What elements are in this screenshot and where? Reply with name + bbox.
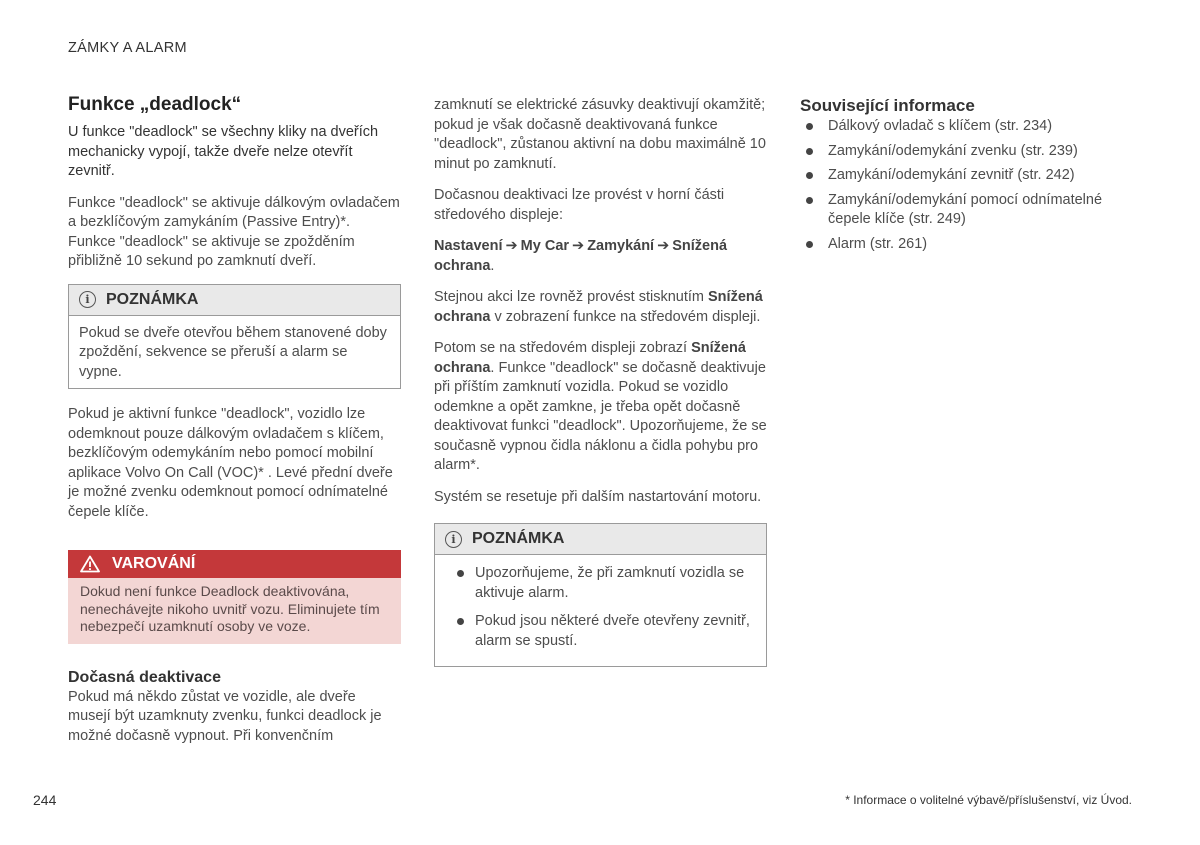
related-link[interactable]: Zamykání/odemykání zevnitř (str. 242) <box>800 166 1140 186</box>
related-link[interactable]: Zamykání/odemykání zvenku (str. 239) <box>800 142 1140 162</box>
related-link[interactable]: Alarm (str. 261) <box>800 235 1140 255</box>
warning-triangle-icon <box>80 555 100 573</box>
paragraph-display-intro: Dočasnou deaktivaci lze provést v horní části středového displeje: <box>434 187 725 223</box>
paragraph-continued: zamknutí se elektrické zásuvky deaktivují okamžitě; pokud je však dočasně deaktivovaná funkce "deadlock", zůstanou aktivní na dobu maximálně 10 minut po zamknutí. <box>434 97 766 172</box>
warning-label: VAROVÁNÍ <box>112 555 196 572</box>
text-fragment: Potom se na středovém displeji zobrazí <box>434 340 692 356</box>
paragraph-unlock: Pokud je aktivní funkce "deadlock", vozidlo lze odemknout pouze dálkovým ovladačem s klíčem, bezklíčovým odemykáním nebo pomocí mobilní aplikace Volvo On Call (VOC)* . Levé přední dveře je možné zvenku odemknout pomocí odnímatelné čepele klíče. <box>68 406 393 520</box>
info-icon: i <box>79 291 96 308</box>
text-fragment: . Funkce "deadlock" se dočasně deaktivuje při příštím zamknutí vozidla. Pokud se vozidlo odemkne a opět zamkne, je třeba opět dočasně deaktivovat funkci "deadlock". Upozorňujeme, že se současně vypnou čidla náklonu a čidla pohybu pro alarm*. <box>434 359 767 473</box>
note-text: Pokud se dveře otevřou během stanovené doby zpoždění, sekvence se přeruší a alarm se vypne. <box>79 324 387 380</box>
arrow-right-icon: ➔ <box>572 238 585 254</box>
menu-path-reduced-protection: Snížená ochrana <box>434 238 728 274</box>
related-link[interactable]: Dálkový ovladač s klíčem (str. 234) <box>800 117 1140 137</box>
note-label: POZNÁMKA <box>106 290 199 308</box>
menu-path-settings: Nastavení <box>434 238 503 254</box>
paragraph-alt-action <box>434 288 767 327</box>
column-middle <box>434 96 767 683</box>
list-item: Upozorňujeme, že při zamknutí vozidla se aktivuje alarm. <box>445 564 756 603</box>
note-body <box>435 555 766 666</box>
related-info-title: Související informace <box>800 96 975 115</box>
text-emphasis: Snížená ochrana <box>434 289 763 325</box>
paragraph-activation: Funkce "deadlock" se aktivuje dálkovým ovladačem a bezklíčovým zamykáním (Passive Entry)*. Funkce "deadlock" se aktivuje se zpožděním přibližně 10 sekund po zamknutí dveří. <box>68 194 400 269</box>
section-header: ZÁMKY A ALARM <box>68 40 187 56</box>
warning-box <box>68 550 401 644</box>
menu-path-locking: Zamykání <box>587 238 655 254</box>
lead-paragraph: U funkce "deadlock" se všechny kliky na dveřích mechanicky vypojí, takže dveře nelze otevřít zevnitř. <box>68 124 379 179</box>
note-body <box>69 316 400 389</box>
paragraph-reset: Systém se resetuje při dalším nastartování motoru. <box>434 488 762 505</box>
paragraph-display-shows <box>434 339 767 476</box>
note-bullet-list <box>445 564 756 651</box>
note-box <box>434 523 767 667</box>
warning-header <box>68 550 401 578</box>
menu-path <box>434 237 767 276</box>
note-box <box>68 284 401 390</box>
related-link[interactable]: Zamykání/odemykání pomocí odnímatelné čepele klíče (str. 249) <box>800 191 1140 230</box>
paragraph-temp-deactivation: Pokud má někdo zůstat ve vozidle, ale dveře musejí být uzamknuty zvenku, funkci deadlock je možné dočasně vypnout. Při konvenčním <box>68 688 382 744</box>
warning-text: Dokud není funkce Deadlock deaktivována, nenechávejte nikoho uvnitř vozu. Eliminujete tím nebezpečí uzamknutí osoby ve voze. <box>80 583 380 634</box>
footnote: * Informace o volitelné výbavě/příslušenství, viz Úvod. <box>845 793 1132 807</box>
column-right <box>800 96 1140 259</box>
arrow-right-icon: ➔ <box>657 238 670 254</box>
menu-path-end: . <box>490 257 495 274</box>
column-left <box>68 94 401 758</box>
note-header <box>435 524 766 555</box>
subheading-temp-deactivation: Dočasná deaktivace <box>68 668 221 686</box>
page-number: 244 <box>33 792 57 808</box>
info-icon: i <box>445 531 462 548</box>
text-fragment: Stejnou akci lze rovněž provést stisknutím <box>434 289 709 305</box>
list-item: Pokud jsou některé dveře otevřeny zevnitř, alarm se spustí. <box>445 612 756 651</box>
note-header <box>69 285 400 316</box>
text-emphasis: Snížená ochrana <box>434 340 746 376</box>
arrow-right-icon: ➔ <box>505 238 518 254</box>
text-fragment: v zobrazení funkce na středovém displeji. <box>490 308 761 325</box>
menu-path-mycar: My Car <box>520 238 570 254</box>
warning-body <box>68 578 401 644</box>
note-label: POZNÁMKA <box>472 530 565 547</box>
page-title: Funkce „deadlock“ <box>68 94 242 115</box>
related-links-list <box>800 117 1140 254</box>
